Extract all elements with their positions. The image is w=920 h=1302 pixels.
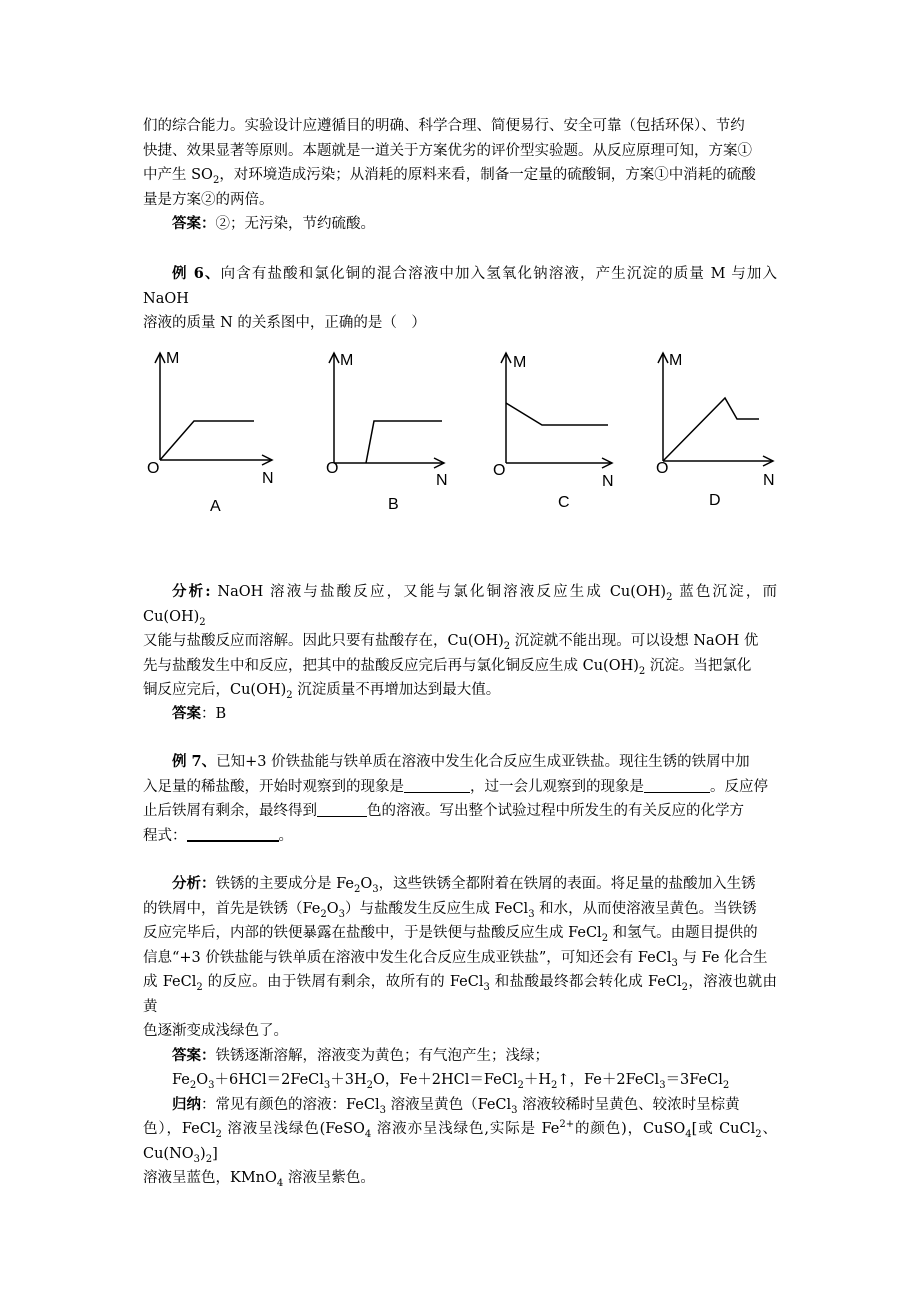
ex7-equations: $Fe_2O_3+6HCl=2FeCl_3+3H_2O$，$Fe+2HCl=FeCl_2+H_2↑$，Fe＋2FeCl$_3$＝3FeCl$_2$ bbox=[172, 1072, 730, 1091]
ex7-analysis-line-6: 色逐渐变成浅绿色了。 bbox=[143, 1023, 288, 1039]
ex6-label: 例 6、 bbox=[172, 265, 221, 282]
graph-d-origin: O bbox=[656, 460, 669, 477]
graph-a-origin: O bbox=[147, 460, 160, 477]
graph-a-letter: A bbox=[210, 498, 221, 515]
example-6-question bbox=[143, 262, 777, 336]
intro-line-3: 中产生 $SO_2$，对环境造成污染；从消耗的原料来看，制备一定量的硫酸铜，方案①中消耗的硫酸 bbox=[143, 167, 756, 186]
graph-c-curve bbox=[506, 403, 608, 425]
answer-blank-3[interactable] bbox=[317, 802, 367, 817]
example-7-question bbox=[143, 750, 777, 848]
ex7-question-line-3: 止后铁屑有剩余，最终得到 色的溶液。写出整个试验过程中所发生的有关反应的化学方 bbox=[143, 803, 744, 819]
graph-a bbox=[147, 345, 280, 524]
ex7-question-line-1: 例 7、已知+3 价铁盐能与铁单质在溶液中发生化合反应生成亚铁盐。现往生锈的铁屑中加 bbox=[172, 753, 750, 770]
graph-a-curve bbox=[160, 421, 254, 460]
graph-b-y-label: M bbox=[340, 352, 354, 369]
ex6-analysis-line-4: 铜反应完后，$Cu(OH)_2$ 沉淀质量不再增加达到最大值。 bbox=[143, 682, 501, 701]
answer-label: 答案： bbox=[172, 215, 216, 232]
answer-label: 答案 bbox=[172, 705, 201, 722]
intro-line-2: 快捷、效果显著等原则。本题就是一道关于方案优劣的评价型实验题。从反应原理可知，方案① bbox=[143, 142, 752, 159]
ex6-analysis-line-2: 又能与盐酸反应而溶解。因此只要有盐酸存在，$Cu(OH)_2$ 沉淀就不能出现。可以设想 NaOH 优 bbox=[143, 633, 759, 652]
ex6-analysis bbox=[143, 580, 777, 703]
ex7-summary-line-2: 色），FeCl$_2$ 溶液呈浅绿色(FeSO$_4$ 溶液亦呈浅绿色,实际是 $Fe^{2+}$的颜色)，CuSO$_4$[或 CuCl$_2$、$Cu(NO_3)_2$] bbox=[143, 1119, 777, 1165]
graph-c-origin: O bbox=[493, 462, 506, 479]
answer-blank-2[interactable] bbox=[644, 778, 710, 793]
summary-label: 归纳 bbox=[172, 1095, 201, 1113]
graph-d-curve bbox=[663, 398, 759, 461]
graph-c bbox=[488, 345, 618, 524]
graph-c-x-label: N bbox=[602, 473, 614, 490]
graph-d-x-label: N bbox=[763, 472, 775, 489]
graph-b bbox=[322, 345, 452, 524]
ex7-label: 例 7、 bbox=[172, 753, 217, 770]
ex7-question-line-2: 入足量的稀盐酸，开始时观察到的现象是 ，过一会儿观察到的现象是 。反应停 bbox=[143, 778, 768, 795]
graph-c-letter: C bbox=[558, 494, 570, 511]
ex7-analysis-line-5: 成 FeCl$_2$ 的反应。由于铁屑有剩余，故所有的 FeCl$_3$ 和盐酸最终都会转化成 FeCl$_2$，溶液也就由黄 bbox=[143, 974, 777, 1015]
ex6-analysis-line-1: 分析: NaOH 溶液与盐酸反应，又能与氯化铜溶液反应生成 $Cu(OH)_2$ 蓝色沉淀，而 $Cu(OH)_2$ bbox=[143, 583, 777, 628]
intro-line-1: 们的综合能力。实验设计应遵循目的明确、科学合理、简便易行、安全可靠（包括环保）、节约 bbox=[143, 118, 745, 134]
ex7-analysis bbox=[143, 872, 777, 1191]
intro-answer: 答案：②；无污染，节约硫酸。 bbox=[172, 215, 375, 232]
graph-a-x-label: N bbox=[262, 470, 274, 487]
intro-line-4: 量是方案②的两倍。 bbox=[143, 191, 274, 208]
graph-b-origin: O bbox=[326, 460, 339, 477]
answer-label: 答案： bbox=[172, 1046, 216, 1064]
graph-c-y-label: M bbox=[513, 354, 527, 371]
ex7-summary-line-3: 溶液呈蓝色，KMnO$_4$ 溶液呈紫色。 bbox=[143, 1170, 375, 1189]
ex7-analysis-line-1: 分析：铁锈的主要成分是 $Fe_2O_3$，这些铁锈全都附着在铁屑的表面。将足量的盐酸加入生锈 bbox=[172, 875, 756, 895]
intro-paragraph bbox=[143, 114, 777, 237]
graph-a-y-label: M bbox=[166, 350, 180, 367]
analysis-label: 分析： bbox=[172, 875, 216, 892]
graph-b-curve bbox=[366, 421, 442, 463]
ex6-question-line-1: 例 6、向含有盐酸和氯化铜的混合溶液中加入氢氧化钠溶液，产生沉淀的质量 M 与加入 NaOH bbox=[143, 265, 778, 307]
analysis-label: 分析: bbox=[172, 583, 211, 600]
ex6-answer: 答案：B bbox=[172, 705, 227, 722]
ex7-analysis-line-4: 信息“+3 价铁盐能与铁单质在溶液中发生化合反应生成亚铁盐”，可知还会有 FeCl$_3$ 与 Fe 化合生 bbox=[143, 949, 768, 969]
graph-b-letter: B bbox=[388, 496, 399, 513]
ex7-analysis-line-2: 的铁屑中，首先是铁锈$(Fe_2O_3)$与盐酸发生反应生成 FeCl$_3$ 和水，从而使溶液呈黄色。当铁锈 bbox=[143, 900, 757, 920]
graph-d-letter: D bbox=[709, 492, 721, 509]
ex7-summary-line-1: 归纳：常见有颜色的溶液：FeCl$_3$ 溶液呈黄色（FeCl$_3$ 溶液较稀时呈黄色、较浓时呈棕黄 bbox=[172, 1095, 740, 1116]
answer-blank-4[interactable] bbox=[187, 826, 279, 842]
graph-d-y-label: M bbox=[669, 352, 683, 369]
graph-b-x-label: N bbox=[436, 472, 448, 489]
ex7-answer: 答案：铁锈逐渐溶解，溶液变为黄色；有气泡产生；浅绿； bbox=[172, 1046, 549, 1064]
graph-d bbox=[653, 345, 783, 524]
answer-blank-1[interactable] bbox=[404, 778, 470, 793]
ex7-question-line-4: 程式： 。 bbox=[143, 827, 293, 844]
ex7-analysis-line-3: 反应完毕后，内部的铁便暴露在盐酸中，于是铁便与盐酸反应生成 FeCl$_2$ 和氢气。由题目提供的 bbox=[143, 925, 758, 944]
ex6-question-line-2: 溶液的质量 N 的关系图中，正确的是（ ） bbox=[143, 315, 426, 331]
ex6-analysis-line-3: 先与盐酸发生中和反应，把其中的盐酸反应完后再与氯化铜反应生成 $Cu(OH)_2$ 沉淀。当把氯化 bbox=[143, 657, 752, 677]
